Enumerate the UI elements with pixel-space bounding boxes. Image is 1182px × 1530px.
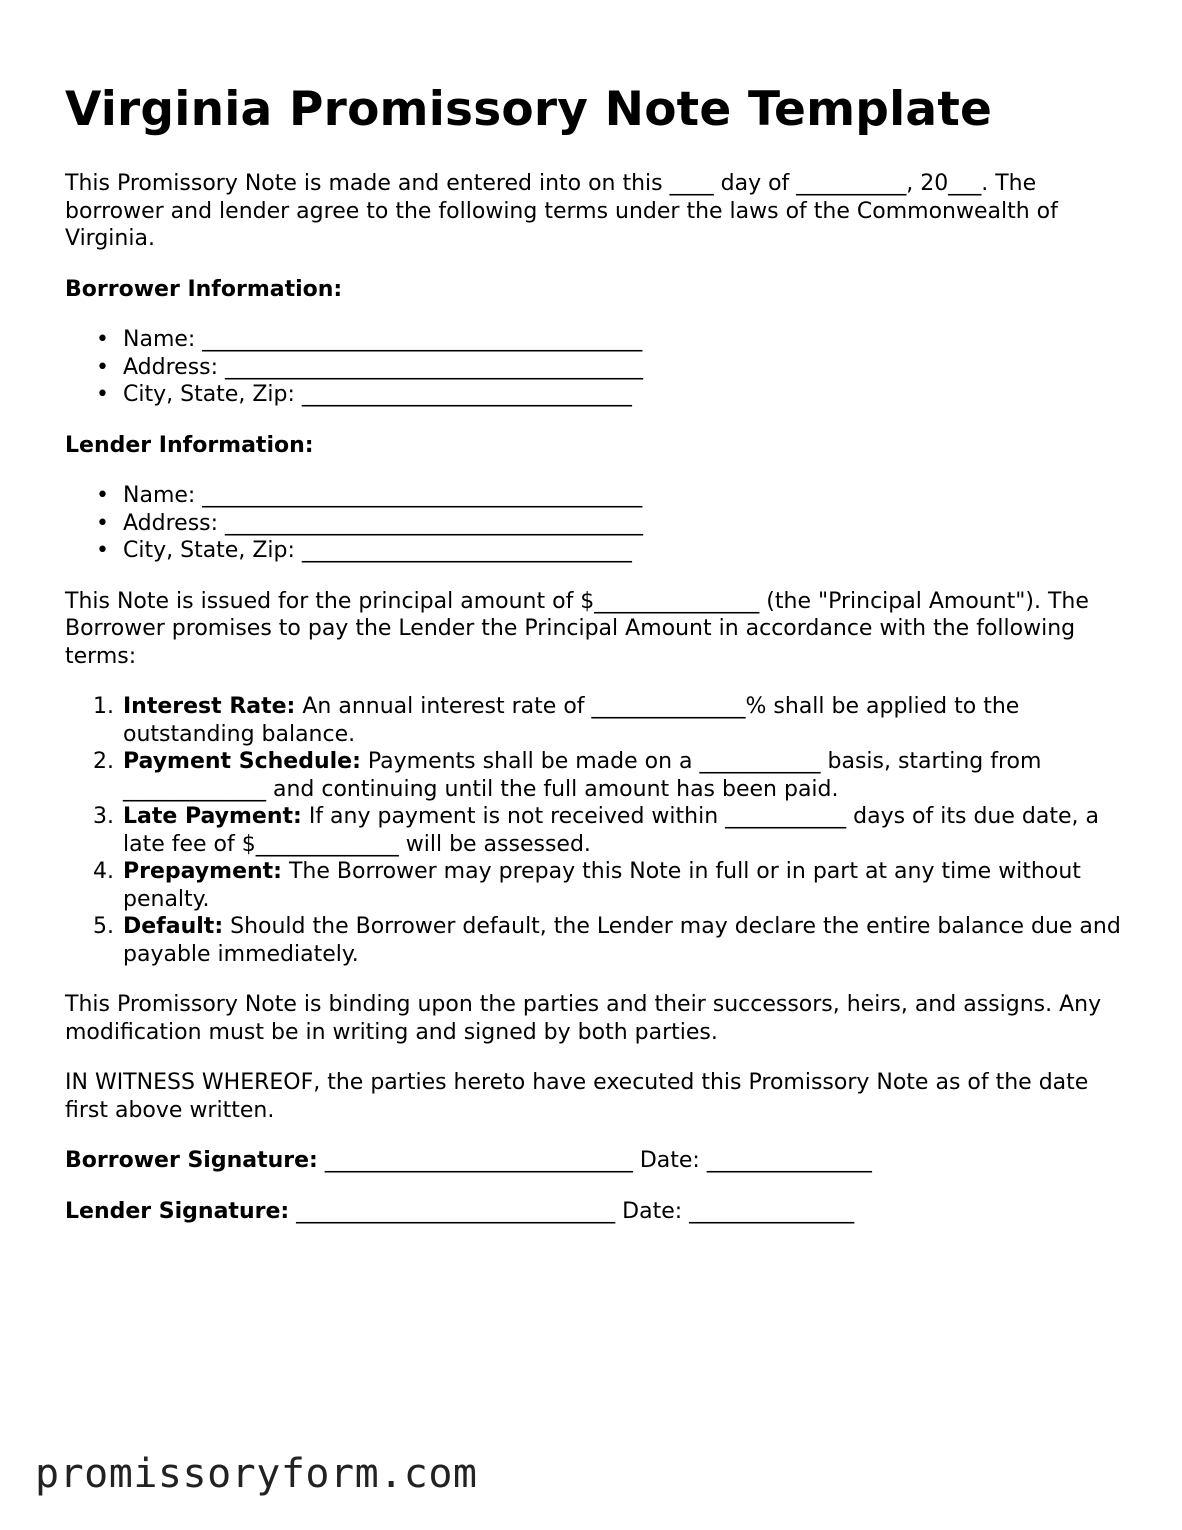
borrower-name-field: Name: ________________________________________ [123, 327, 643, 352]
term-text: Payments shall be made on a ___________ basis, starting from _____________ and continuing until the full amount has been paid. [123, 749, 1042, 802]
term-label: Late Payment: [123, 804, 302, 829]
lender-signature-line [65, 1198, 1130, 1226]
lender-signature-label: Lender Signature: [65, 1198, 290, 1224]
borrower-address-field: Address: ______________________________________ [123, 354, 644, 380]
document [65, 78, 1130, 1248]
term-item [93, 693, 1130, 748]
term-label: Default: [123, 914, 224, 939]
document-title: Virginia Promissory Note Template [65, 82, 993, 137]
term-number: 5. [93, 914, 114, 939]
bullet-icon: • [96, 510, 109, 536]
term-label: Payment Schedule: [123, 749, 361, 774]
term-label: Interest Rate: [123, 694, 296, 719]
term-item [93, 803, 1130, 858]
list-item [96, 510, 1130, 538]
list-item [96, 537, 1130, 565]
lender-info-list [65, 482, 1130, 565]
list-item [96, 326, 1130, 354]
bullet-icon: • [96, 327, 109, 352]
term-text: The Borrower may prepay this Note in full or in part at any time without penalty. [123, 859, 1081, 912]
term-item [93, 913, 1130, 968]
borrower-heading: Borrower Information: [65, 276, 343, 302]
witness-paragraph: IN WITNESS WHEREOF, the parties hereto have executed this Promissory Note as of the date first above written. [65, 1070, 1089, 1123]
term-number: 3. [93, 804, 114, 829]
intro-paragraph: This Promissory Note is made and entered into on this ____ day of __________, 20___. The borrower and lender agree to the following terms under the laws of the Commonwealth of Virginia. [65, 171, 1058, 251]
term-number: 4. [93, 859, 114, 884]
term-label: Prepayment: [123, 859, 282, 884]
list-item [96, 381, 1130, 409]
borrower-info-list [65, 326, 1130, 409]
lender-name-field: Name: ________________________________________ [123, 483, 643, 508]
term-text: If any payment is not received within ___________ days of its due date, a late fee of $_____________ will be assessed. [123, 804, 1099, 857]
borrower-signature-line [65, 1147, 1130, 1175]
borrower-signature-label: Borrower Signature: [65, 1148, 318, 1173]
list-item [96, 482, 1130, 510]
bullet-icon: • [96, 538, 109, 563]
term-item [93, 858, 1130, 913]
bullet-icon: • [96, 354, 109, 380]
lender-heading: Lender Information: [65, 432, 314, 458]
term-number: 2. [93, 749, 114, 774]
borrower-signature-blank: ____________________________ Date: _______________ [317, 1148, 872, 1173]
term-text: An annual interest rate of ______________% shall be applied to the outstanding balance. [123, 694, 1020, 747]
binding-paragraph: This Promissory Note is binding upon the parties and their successors, heirs, and assigns. Any modification must be in writing and signed by both parties. [65, 992, 1102, 1045]
lender-address-field: Address: ______________________________________ [123, 510, 644, 536]
terms-list [65, 693, 1130, 968]
term-text: Should the Borrower default, the Lender may declare the entire balance due and payable immediately. [123, 914, 1121, 967]
bullet-icon: • [96, 382, 109, 407]
borrower-city-field: City, State, Zip: ______________________________ [123, 382, 632, 407]
lender-signature-blank: _____________________________ Date: _______________ [289, 1198, 855, 1224]
lender-city-field: City, State, Zip: ______________________________ [123, 538, 632, 563]
term-number: 1. [93, 694, 114, 719]
term-item [93, 748, 1130, 803]
site-watermark: promissoryform.com [35, 1451, 478, 1497]
principal-paragraph: This Note is issued for the principal amount of $_______________ (the "Principal Amount"). The Borrower promises to pay the Lender the Principal Amount in accordance with the following terms: [65, 588, 1089, 669]
list-item [96, 354, 1130, 382]
bullet-icon: • [96, 483, 109, 508]
